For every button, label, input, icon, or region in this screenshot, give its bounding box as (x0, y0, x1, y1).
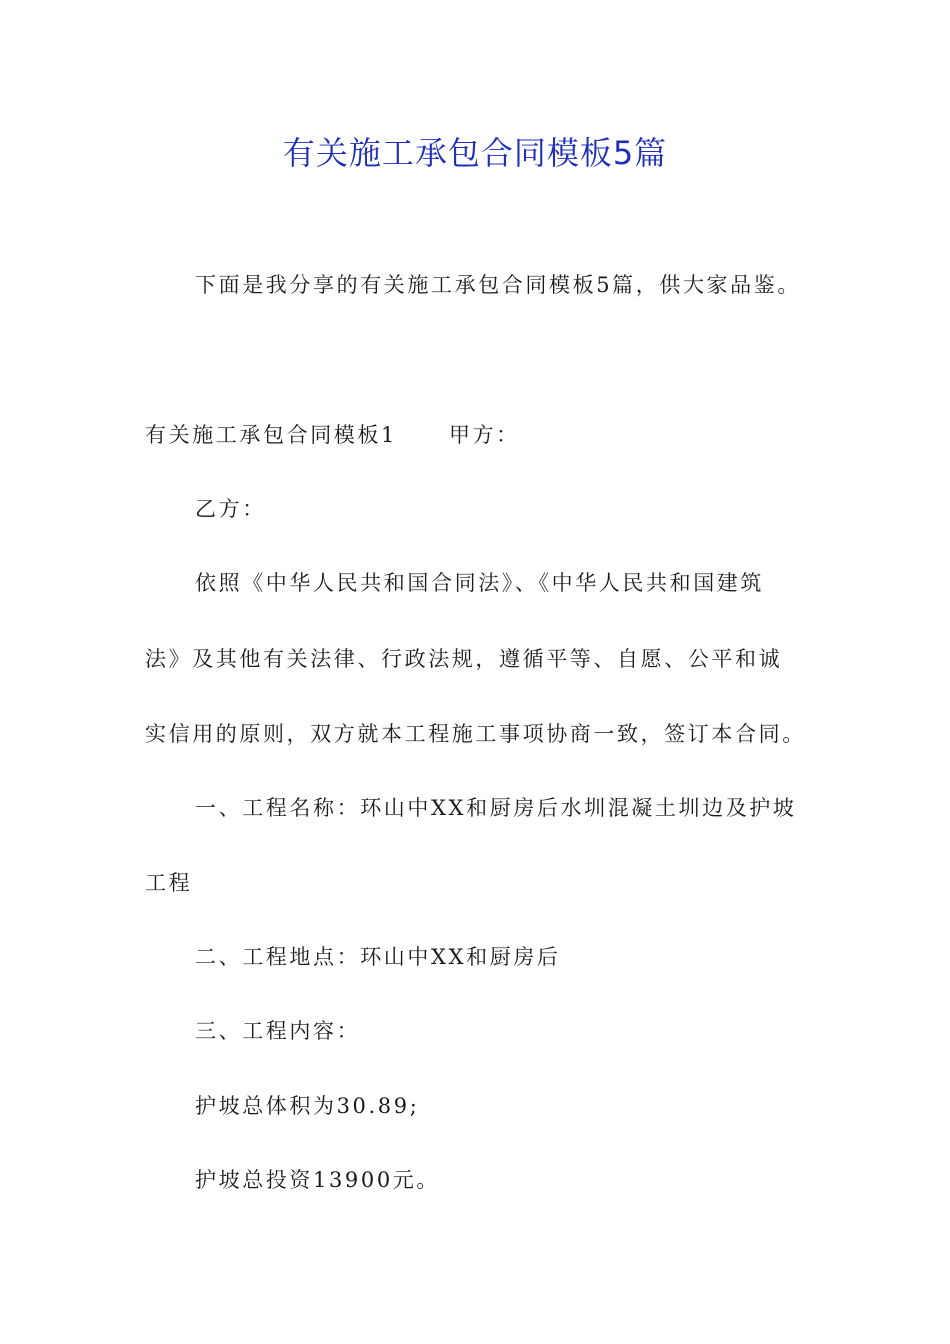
intro-paragraph: 下面是我分享的有关施工承包合同模板5篇，供大家品鉴。 (195, 273, 801, 297)
volume-line: 护坡总体积为30.89; (195, 1094, 420, 1118)
item-1-line-2: 工程 (145, 871, 193, 895)
investment-line: 护坡总投资13900元。 (195, 1168, 441, 1192)
basis-paragraph-line-3: 实信用的原则，双方就本工程施工事项协商一致，签订本合同。 (145, 722, 806, 746)
section-heading: 有关施工承包合同模板1 (145, 423, 397, 447)
section-heading-line (145, 420, 520, 450)
item-1-line-1: 一、工程名称：环山中XX和厨房后水圳混凝土圳边及护坡 (195, 796, 797, 820)
item-3: 三、工程内容： (195, 1019, 361, 1043)
document-title: 有关施工承包合同模板5篇 (282, 134, 668, 172)
party-b-label: 乙方： (195, 497, 266, 521)
party-a-label: 甲方： (448, 423, 520, 447)
basis-paragraph-line-2: 法》及其他有关法律、行政法规，遵循平等、自愿、公平和诚 (145, 647, 783, 671)
item-2: 二、工程地点：环山中XX和厨房后 (195, 945, 561, 969)
basis-paragraph-line-1: 依照《中华人民共和国合同法》、《中华人民共和国建筑 (195, 571, 764, 595)
